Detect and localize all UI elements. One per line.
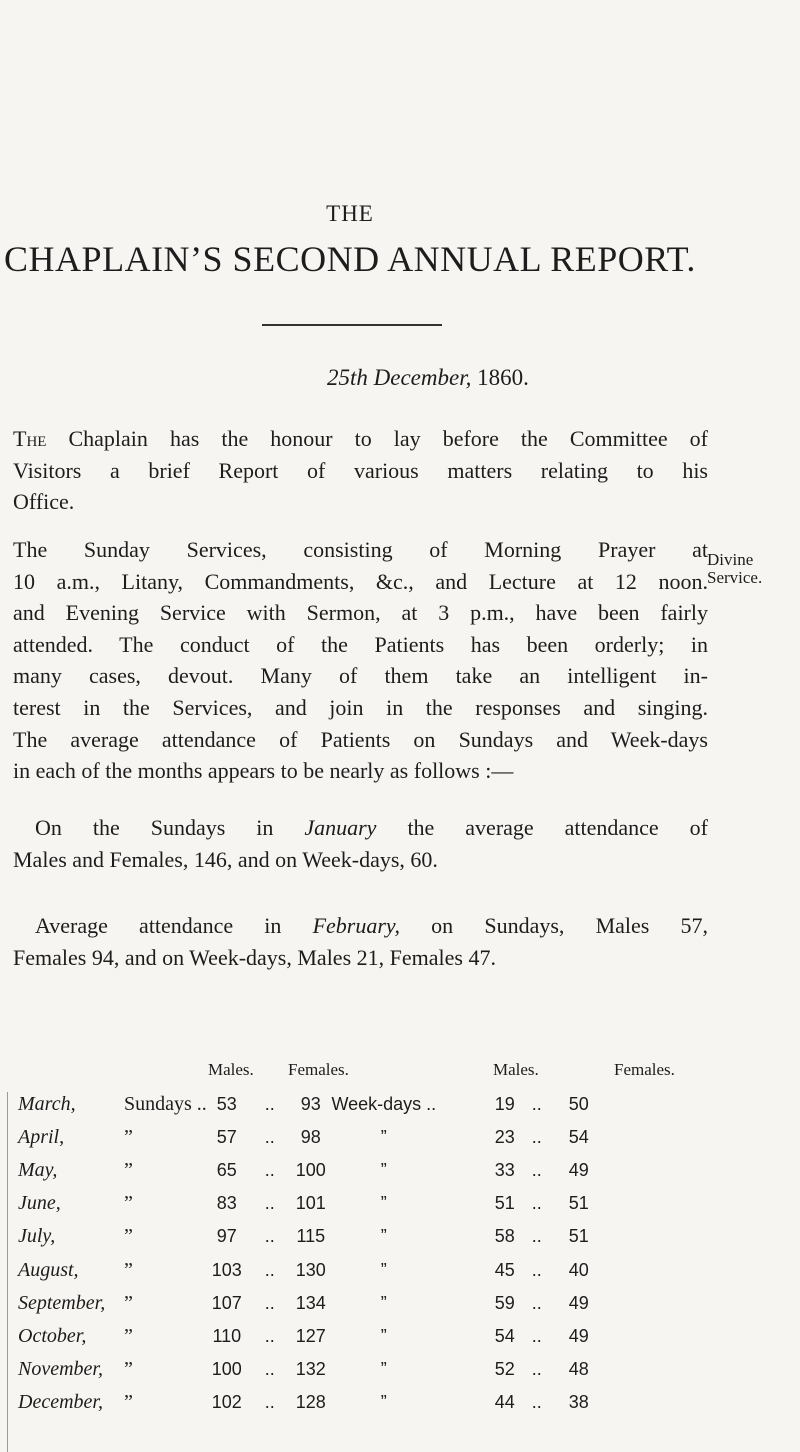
row-males-weekdays: 51 xyxy=(494,1193,515,1214)
row-sundays-label: ” xyxy=(124,1357,133,1380)
report-date xyxy=(327,365,529,391)
row-leader-dots: .. xyxy=(264,1226,275,1247)
intro-line: Visitors a brief Report of various matters relating to his xyxy=(13,457,708,483)
row-weekdays-label: ” xyxy=(380,1292,387,1313)
row-leader-dots: .. xyxy=(531,1259,542,1280)
table-row xyxy=(18,1121,599,1154)
intro-line: Office. xyxy=(13,489,75,515)
table-row xyxy=(18,1154,599,1187)
row-males-sundays: 103 xyxy=(211,1259,242,1280)
intro-line xyxy=(13,423,708,455)
row-leader-dots: .. xyxy=(531,1226,542,1247)
services-line: in each of the months appears to be nearly as follows :— xyxy=(13,758,514,784)
row-sundays-label: Sundays .. xyxy=(124,1093,207,1116)
february-line: Females 94, and on Week-days, Males 21, Females 47. xyxy=(13,944,496,970)
row-females-sundays: 127 xyxy=(295,1325,326,1346)
row-females-sundays: 101 xyxy=(295,1193,326,1214)
row-females-weekdays: 51 xyxy=(568,1226,589,1247)
row-leader-dots: .. xyxy=(531,1391,542,1412)
row-weekdays-label: ” xyxy=(380,1325,387,1346)
row-leader-dots: .. xyxy=(264,1391,275,1412)
table-row xyxy=(18,1088,599,1121)
row-sundays-label: ” xyxy=(124,1258,133,1281)
row-females-weekdays: 49 xyxy=(568,1325,589,1346)
row-month: April, xyxy=(18,1126,65,1149)
table-row xyxy=(18,1187,599,1220)
header-males-sundays: Males. xyxy=(208,1060,254,1079)
row-sundays-label: ” xyxy=(124,1324,133,1347)
row-leader-dots: .. xyxy=(531,1325,542,1346)
row-males-weekdays: 58 xyxy=(494,1226,515,1247)
row-weekdays-label: ” xyxy=(380,1193,387,1214)
january-post: the average attendance of xyxy=(407,815,709,840)
row-males-weekdays: 33 xyxy=(494,1160,515,1181)
row-sundays-label: ” xyxy=(124,1390,133,1413)
january-line: Males and Females, 146, and on Week-days, 60. xyxy=(13,846,438,872)
row-weekdays-label: Week-days .. xyxy=(331,1094,437,1115)
services-line: The Sunday Services, consisting of Morning Prayer at xyxy=(13,537,708,562)
february-pre: Average attendance in xyxy=(35,913,282,938)
intro-line-text: Chaplain has the honour to lay before the Committee of xyxy=(68,426,708,451)
row-females-weekdays: 49 xyxy=(568,1292,589,1313)
table-row xyxy=(18,1386,599,1419)
row-males-sundays: 83 xyxy=(216,1193,237,1214)
header-males-weekdays: Males. xyxy=(493,1060,539,1079)
row-weekdays-label: ” xyxy=(380,1358,387,1379)
february-paragraph xyxy=(13,910,708,973)
services-line: terest in the Services, and join in the responses and singing. xyxy=(13,694,708,720)
row-sundays-label: ” xyxy=(124,1159,133,1182)
february-month: February, xyxy=(312,913,400,938)
date-year: 1860. xyxy=(477,365,529,390)
table-row xyxy=(18,1220,599,1253)
january-pre: On the Sundays in xyxy=(35,815,274,840)
row-sundays-label: ” xyxy=(124,1291,133,1314)
date-day-month: 25th December, xyxy=(327,365,472,390)
january-paragraph xyxy=(13,812,708,875)
row-females-sundays: 115 xyxy=(296,1226,326,1247)
row-females-sundays: 100 xyxy=(295,1160,326,1181)
heading-the: THE xyxy=(326,201,374,226)
row-leader-dots: .. xyxy=(264,1292,275,1313)
row-males-sundays: 100 xyxy=(211,1358,242,1379)
row-month: September, xyxy=(18,1291,106,1314)
attendance-table xyxy=(18,1088,599,1419)
margin-note xyxy=(707,551,762,587)
intro-paragraph xyxy=(13,423,708,518)
services-line: and Evening Service with Sermon, at 3 p.m., have been fairly xyxy=(13,600,708,626)
table-row xyxy=(18,1287,599,1320)
margin-note-line: Service. xyxy=(707,568,763,587)
services-line: The average attendance of Patients on Sundays and Week-days xyxy=(13,726,708,752)
row-males-sundays: 53 xyxy=(216,1094,237,1115)
row-month: July, xyxy=(18,1225,56,1248)
row-females-sundays: 130 xyxy=(295,1259,326,1280)
row-females-weekdays: 38 xyxy=(568,1391,589,1412)
row-males-weekdays: 54 xyxy=(494,1325,515,1346)
row-month: May, xyxy=(18,1159,58,1182)
row-leader-dots: .. xyxy=(264,1193,275,1214)
intro-lead: The xyxy=(13,426,47,451)
table-row xyxy=(18,1353,599,1386)
services-line: 10 a.m., Litany, Commandments, &c., and Lecture at 12 noon. xyxy=(13,568,708,594)
row-males-sundays: 57 xyxy=(216,1127,237,1148)
row-month: March, xyxy=(18,1093,76,1116)
row-month: December, xyxy=(18,1390,103,1413)
attendance-table-body xyxy=(18,1088,599,1419)
row-leader-dots: .. xyxy=(264,1259,275,1280)
january-month: January xyxy=(304,815,377,840)
february-line xyxy=(13,910,708,942)
january-line xyxy=(13,812,708,844)
row-sundays-label: ” xyxy=(124,1225,133,1248)
row-month: October, xyxy=(18,1324,87,1347)
row-leader-dots: .. xyxy=(531,1292,542,1313)
row-females-weekdays: 51 xyxy=(568,1193,589,1214)
row-month: June, xyxy=(18,1192,61,1215)
row-females-sundays: 132 xyxy=(295,1358,326,1379)
row-leader-dots: .. xyxy=(531,1160,542,1181)
row-sundays-label: ” xyxy=(124,1192,133,1215)
row-females-weekdays: 49 xyxy=(568,1160,589,1181)
table-row xyxy=(18,1253,599,1286)
row-females-weekdays: 40 xyxy=(568,1259,589,1280)
header-females-weekdays: Females. xyxy=(614,1060,675,1079)
header-females-sundays: Females. xyxy=(288,1060,349,1079)
row-leader-dots: .. xyxy=(264,1358,275,1379)
february-post: on Sundays, Males 57, xyxy=(431,913,709,938)
row-females-sundays: 98 xyxy=(300,1127,321,1148)
row-males-weekdays: 19 xyxy=(494,1094,515,1115)
row-males-weekdays: 45 xyxy=(494,1259,515,1280)
row-females-sundays: 128 xyxy=(295,1391,326,1412)
row-weekdays-label: ” xyxy=(380,1226,387,1247)
row-females-weekdays: 48 xyxy=(568,1358,589,1379)
margin-note-line: Divine xyxy=(707,550,754,569)
row-females-sundays: 93 xyxy=(300,1094,321,1115)
row-males-weekdays: 52 xyxy=(494,1358,515,1379)
services-line: many cases, devout. Many of them take an intelligent in- xyxy=(13,663,708,689)
row-females-sundays: 134 xyxy=(295,1292,326,1313)
row-females-weekdays: 50 xyxy=(568,1094,589,1115)
row-leader-dots: .. xyxy=(531,1193,542,1214)
row-leader-dots: .. xyxy=(531,1358,542,1379)
row-sundays-label: ” xyxy=(124,1126,133,1149)
services-line: attended. The conduct of the Patients has been orderly; in xyxy=(13,631,708,657)
row-weekdays-label: ” xyxy=(380,1259,387,1280)
row-females-weekdays: 54 xyxy=(568,1127,589,1148)
row-males-weekdays: 44 xyxy=(494,1391,515,1412)
row-leader-dots: .. xyxy=(531,1127,542,1148)
title-rule xyxy=(262,324,442,326)
row-weekdays-label: ” xyxy=(380,1160,387,1181)
row-males-weekdays: 59 xyxy=(494,1292,515,1313)
row-weekdays-label: ” xyxy=(380,1127,387,1148)
page-edge-line xyxy=(7,1092,8,1452)
services-paragraph xyxy=(13,534,708,787)
row-males-weekdays: 23 xyxy=(494,1127,515,1148)
row-males-sundays: 110 xyxy=(212,1325,242,1346)
row-leader-dots: .. xyxy=(264,1325,275,1346)
row-leader-dots: .. xyxy=(531,1094,542,1115)
row-month: November, xyxy=(18,1357,103,1380)
row-leader-dots: .. xyxy=(264,1127,275,1148)
row-males-sundays: 65 xyxy=(216,1160,237,1181)
row-weekdays-label: ” xyxy=(380,1391,387,1412)
row-males-sundays: 97 xyxy=(216,1226,237,1247)
row-month: August, xyxy=(18,1258,79,1281)
page-title: CHAPLAIN’S SECOND ANNUAL REPORT. xyxy=(4,239,696,279)
table-row xyxy=(18,1320,599,1353)
row-leader-dots: .. xyxy=(264,1160,275,1181)
row-leader-dots: .. xyxy=(264,1094,275,1115)
row-males-sundays: 102 xyxy=(211,1391,242,1412)
row-males-sundays: 107 xyxy=(211,1292,242,1313)
